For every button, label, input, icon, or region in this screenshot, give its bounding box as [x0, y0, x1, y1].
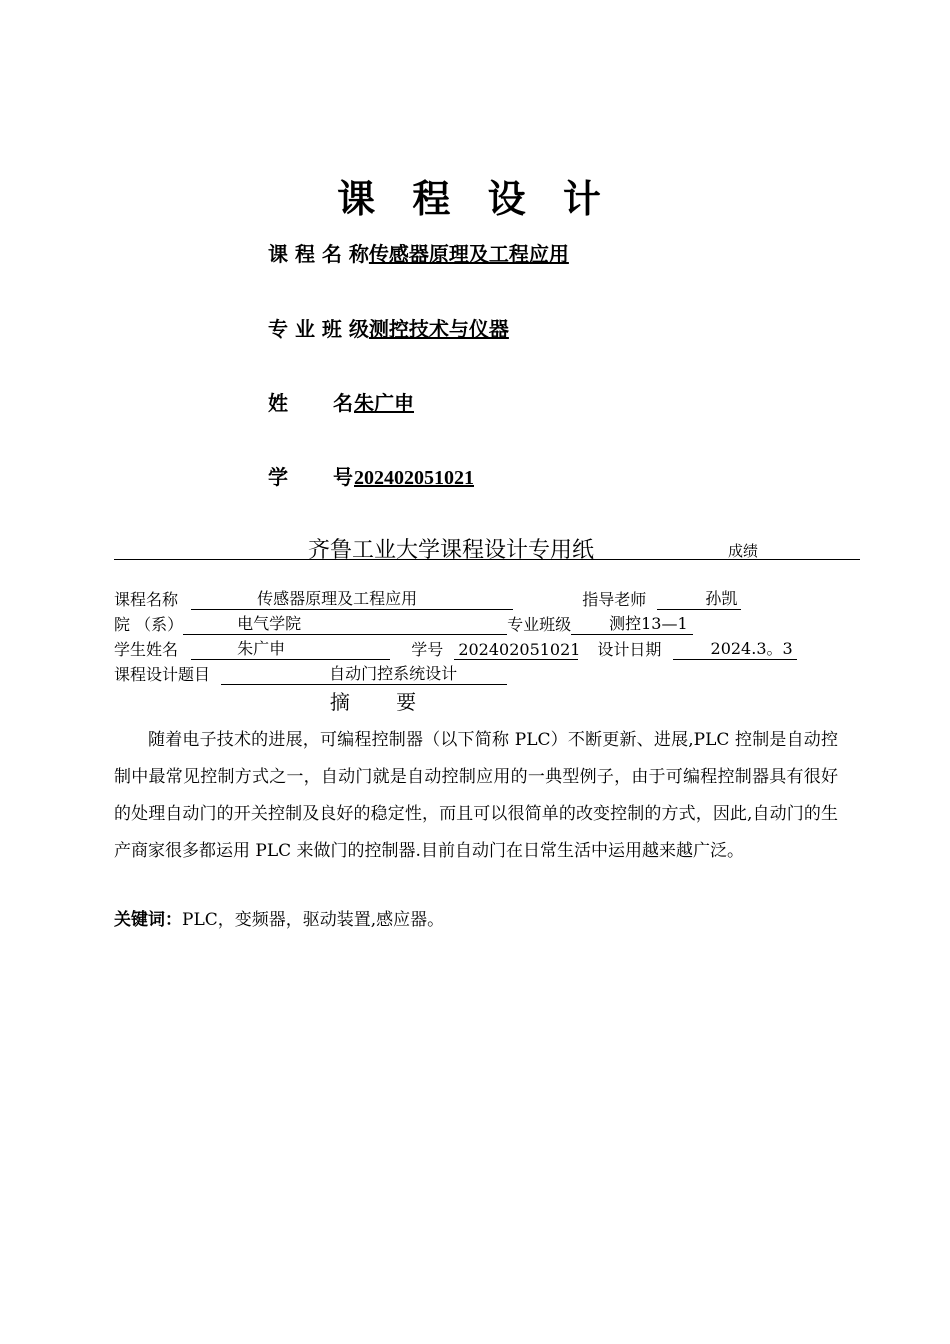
- student-label: 学生姓名: [114, 640, 179, 659]
- keywords-label: 关键词：: [114, 910, 182, 930]
- topic-field: [221, 665, 507, 685]
- student-value: 朱广申: [237, 639, 286, 658]
- sid-label: 学号: [411, 640, 444, 659]
- advisor-field: [657, 590, 741, 610]
- form-row-student: [114, 637, 797, 660]
- sid-field: [454, 640, 581, 660]
- date-label: 设计日期: [597, 640, 662, 659]
- course-label: 课程名称: [114, 590, 179, 609]
- major-class-line: [268, 313, 509, 342]
- abstract-body: [114, 722, 838, 870]
- form-row-dept: [114, 612, 693, 635]
- student-id-line: [268, 461, 474, 490]
- form-row-topic: [114, 662, 507, 685]
- date-field: [673, 640, 797, 660]
- paper-title: 齐鲁工业大学课程设计专用纸: [308, 538, 595, 563]
- course-name-line: [268, 238, 569, 267]
- advisor-label: 指导老师: [582, 590, 647, 609]
- student-field: [191, 640, 390, 660]
- major-class-label: 专 业 班 级: [268, 317, 369, 341]
- date-value: 2024.3。3: [710, 639, 793, 658]
- topic-label: 课程设计题目: [114, 665, 211, 684]
- keywords-value: PLC，变频器，驱动装置,感应器。: [182, 910, 445, 930]
- course-name-label: 课 程 名 称: [268, 242, 369, 266]
- document-title: 课 程 设 计: [337, 177, 613, 221]
- form-row-course: [114, 587, 741, 610]
- student-name-label: 姓 名: [268, 391, 353, 415]
- student-id-value: 202402051021: [354, 467, 474, 489]
- course-value: 传感器原理及工程应用: [257, 589, 418, 608]
- student-name-value: 朱广申: [354, 391, 414, 415]
- class-label: 专业班级: [507, 615, 572, 634]
- course-field: [191, 590, 513, 610]
- course-name-value: 传感器原理及工程应用: [368, 242, 569, 266]
- score-label: 成绩: [728, 542, 759, 560]
- header-rule: [114, 559, 860, 560]
- dept-label: 院 （系）: [114, 615, 184, 634]
- class-field: [571, 615, 693, 635]
- abstract-paragraph: 随着电子技术的进展，可编程控制器（以下简称 PLC）不断更新、进展,PLC 控制是自动控制中最常见控制方式之一，自动门就是自动控制应用的一典型例子，由于可编程控制器具有很好的处理自动门的开关控制及良好的稳定性，而且可以很简单的改变控制的方式，因此,自动门的生产商家很多都运用 PLC 来做门的控制器.目前自动门在日常生活中运用越来越广泛。: [114, 730, 838, 861]
- keywords-line: [114, 905, 444, 930]
- student-name-line: [268, 387, 414, 416]
- abstract-heading: 摘 要: [329, 690, 437, 714]
- topic-value: 自动门控系统设计: [329, 664, 458, 683]
- sid-value: 202402051021: [458, 640, 581, 659]
- class-value: 测控13—1: [609, 614, 688, 633]
- dept-field: [183, 615, 507, 635]
- student-id-label: 学 号: [268, 465, 353, 489]
- dept-value: 电气学院: [237, 614, 302, 633]
- advisor-value: 孙凯: [705, 589, 738, 608]
- major-class-value: 测控技术与仪器: [368, 317, 509, 341]
